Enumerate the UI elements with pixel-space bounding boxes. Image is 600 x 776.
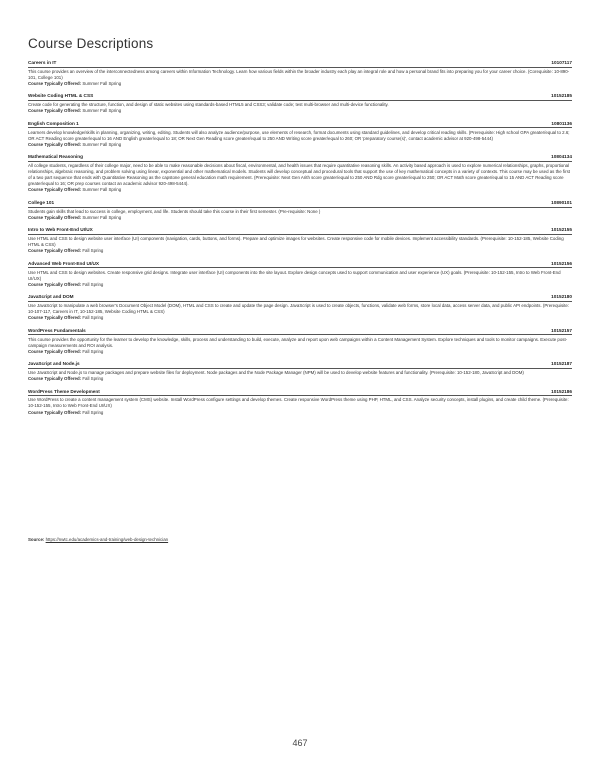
offered-terms: Fall Spring <box>82 376 104 382</box>
course-name: College 101 <box>28 199 55 205</box>
course-entry <box>28 200 572 221</box>
offered-label: Course Typically Offered: <box>28 187 82 193</box>
source-line <box>28 537 168 542</box>
offered-label: Course Typically Offered: <box>28 108 82 114</box>
course-entry <box>28 389 572 416</box>
source-label: Source: <box>28 537 45 542</box>
course-description: Use HTML and CSS to design websites. Create responsive grid designs. Integrate user interface (UI) components into the site layout. Explore design concepts used to support communication and user experience (UX) goals. (Prerequisite: 10-152-155, Intro to Web Front-End UI/UX) <box>28 269 561 281</box>
offered-label: Course Typically Offered: <box>28 315 82 321</box>
offered-label: Course Typically Offered: <box>28 141 82 147</box>
course-entry <box>28 294 572 321</box>
course-code: 10152155 <box>551 227 572 233</box>
course-code: 10107117 <box>551 60 572 65</box>
page-title: Course Descriptions <box>28 36 154 51</box>
course-description: Learners develop knowledge/skills in planning, organizing, writing, editing. Students will also analyze audience/purpose, use elements of research, format documents using standard guidelines, and develop critical reading skills. (Prerequisite: High school GPA greater/equal to 2.6; OR ACT Reading score greater/equal to 16 AND English greater/equal to 18; OR Next Gen Reading score greater/equal to 250 AND Writing score greater/equal to 260; OR 'preparatory course(s)', contact academic advisor at 920-498-5444) <box>28 129 570 141</box>
offered-label: Course Typically Offered: <box>28 409 82 415</box>
course-description: This course provides the opportunity for the learner to develop the knowledge, skills, process and understanding to build, execute, analyze and report upon web campaigns within a Content Management System. Explore techniques and tools to monitor campaigns. Execute post-campaign measurements and ROI analysis. <box>28 336 568 348</box>
offered-terms: Summer Fall Spring <box>82 214 122 220</box>
course-description: This course provides an overview of the interconnectedness among careers within Information Technology. Learn how various fields within the broader industry each play an integral role and how a personal brand fits into preparing you for your career choice. (Corequisite: 10-890-101, College 101) <box>28 68 570 80</box>
course-code: 10152180 <box>551 294 572 300</box>
course-description: All college students, regardless of their college major, need to be able to make reasonable decisions about fiscal, environmental, and health issues that require quantitative reasoning skills. An activity based approach is used to explore numerical relationships, graphs, proportional relationships, algebraic reasoning, and problem solving using linear, exponential and other mathematical models. Students will develop conceptual and procedural tools that support the use of key mathematical concepts in a variety of contexts. This course may be used as the first of a two part sequence that ends with Quantitative Reasoning as the capstone general education math requirement. (Prerequisite: Next Gen Arith score greater/equal to 250 AND Rdg score greater/equal to 250; OR ACT Math score greater/equal to 15 AND ACT Reading score greater/equal to 16; OR prep courses contact an academic advisor 920-498-5444). <box>28 163 570 187</box>
course-entry <box>28 121 572 148</box>
course-code: 10890101 <box>551 199 572 205</box>
course-description: Students gain skills that lead to success in college, employment, and life. Students should take this course in their first semester. (Pre-requisite: None ) <box>28 208 321 214</box>
offered-label: Course Typically Offered: <box>28 348 82 354</box>
course-description: Use WordPress to create a content management system (CMS) website. Install WordPress configure settings and develop themes. Create responsive WordPress theme using PHP, HTML, and CSS. Analyze security concepts, install plugins, and create child theme. (Prerequisite: 10-152-155, Intro to Web Front-End UI/UX) <box>28 397 569 409</box>
course-name: Mathematical Reasoning <box>28 154 83 160</box>
course-code: 10152185 <box>551 93 572 99</box>
course-name: Website Coding HTML & CSS <box>28 93 94 99</box>
offered-label: Course Typically Offered: <box>28 281 82 287</box>
offered-label: Course Typically Offered: <box>28 80 82 86</box>
course-entry <box>28 93 572 114</box>
course-name: Careers in IT <box>28 60 57 65</box>
course-name: English Composition 1 <box>28 120 79 126</box>
course-list <box>28 60 572 422</box>
course-entry <box>28 154 572 193</box>
course-code: 10801136 <box>551 120 572 126</box>
offered-terms: Fall Spring <box>82 348 104 354</box>
course-code: 10152157 <box>551 327 572 333</box>
page-number: 467 <box>292 738 308 748</box>
course-code: 10152187 <box>551 361 572 367</box>
course-name: JavaScript and Node.js <box>28 361 80 367</box>
offered-terms: Fall Spring <box>82 281 104 287</box>
course-entry <box>28 361 572 382</box>
offered-terms: Summer Fall Spring <box>82 108 122 114</box>
course-entry <box>28 227 572 254</box>
offered-label: Course Typically Offered: <box>28 376 82 382</box>
course-name: WordPress Theme Development <box>28 388 100 394</box>
source-link[interactable]: https://nwtc.edu/academics-and-training/web-design-technician <box>45 537 169 542</box>
offered-terms: Fall Spring <box>82 409 104 415</box>
course-name: Advanced Web Front-End UI/UX <box>28 260 100 266</box>
course-code: 10804134 <box>551 154 572 160</box>
course-name: WordPress Fundamentals <box>28 327 86 333</box>
offered-terms: Summer Fall Spring <box>82 80 122 86</box>
course-description: Use HTML and CSS to design website user interface (UI) components (navigation, cards, buttons, and forms). Prepare and optimize images for websites. Create responsive code for mobile devices. Implement accessibility standards. (Prerequisite: 10-152-185, Website Coding HTML & CSS) <box>28 236 564 248</box>
offered-label: Course Typically Offered: <box>28 248 82 254</box>
offered-terms: Fall Spring <box>82 248 104 254</box>
course-entry <box>28 60 572 87</box>
course-name: JavaScript and DOM <box>28 294 74 300</box>
course-code: 10152186 <box>551 388 572 394</box>
course-description: Use JavaScript to manipulate a web browser's Document Object Model (DOM), HTML and CSS to create and update the page design. JavaScript is used to create objects, functions, validate web forms, store local data, access server data, and public API endpoints. (Prerequisite: 10-107-117, Careers in IT, 10-152-185, Website Coding HTML & CSS) <box>28 303 569 315</box>
offered-terms: Summer Fall Spring <box>82 141 122 147</box>
offered-label: Course Typically Offered: <box>28 214 82 220</box>
offered-terms: Summer Fall Spring <box>82 187 122 193</box>
course-description: Create code for generating the structure, function, and design of static websites using standards-based HTML5 and CSS3; validate code; test multi-browser and multi-device functionality. <box>28 102 389 108</box>
course-entry <box>28 261 572 288</box>
course-description: Use JavaScript and Node.js to manage packages and prepare website files for deployment. Node packages and the Node Package Manager (NPM) will be used to develop website features and functionality. (Prerequisite: 10-152-180, JavaScript and DOM) <box>28 370 524 375</box>
course-code: 10152156 <box>551 260 572 266</box>
course-name: Intro to Web Front-End UI/UX <box>28 227 93 233</box>
offered-terms: Fall Spring <box>82 315 104 321</box>
course-entry <box>28 328 572 355</box>
